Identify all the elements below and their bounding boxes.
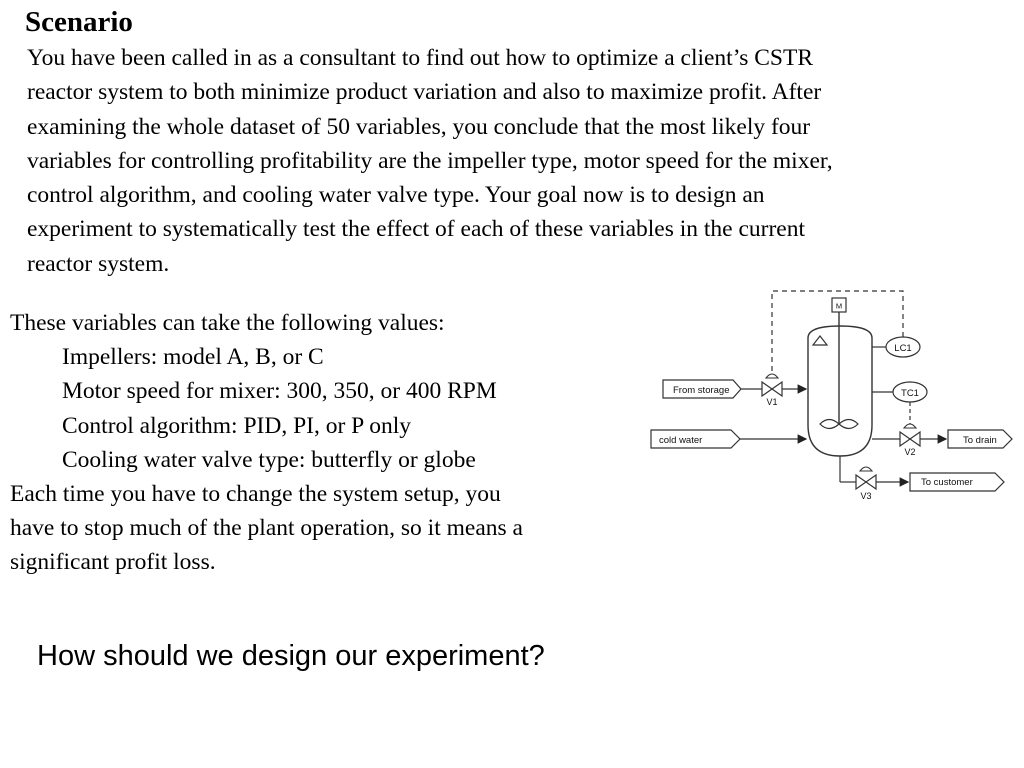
intro-line: You have been called in as a consultant to find out how to optimize a client’s CSTR — [27, 45, 814, 71]
to-drain-label: To drain — [963, 435, 997, 446]
question-text: How should we design our experiment? — [37, 640, 545, 672]
valve-v3-icon — [856, 475, 876, 489]
intro-line: control algorithm, and cooling water valve type. Your goal now is to design an — [27, 182, 765, 209]
note-line: have to stop much of the plant operation, so it means a — [10, 515, 523, 542]
variables-intro: These variables can take the following values: — [10, 310, 445, 336]
variable-item-impellers: Impellers: model A, B, or C — [62, 344, 324, 371]
valve-v3-label: V3 — [860, 491, 872, 501]
intro-line: experiment to systematically test the effect of each of these variables in the current — [27, 216, 806, 243]
intro-line: reactor system to both minimize product variation and also to maximize profit. After — [27, 79, 822, 106]
valve-v2-actuator — [904, 424, 916, 428]
note-line: Each time you have to change the system setup, you — [10, 481, 501, 508]
valve-v1-label: V1 — [766, 397, 778, 407]
from-storage-label: From storage — [673, 385, 730, 396]
cold-water-label: cold water — [659, 435, 703, 446]
slide-title: Scenario — [25, 6, 133, 38]
note-line: significant profit loss. — [10, 549, 216, 576]
variables-section — [10, 306, 650, 580]
scenario-paragraph — [27, 41, 1012, 281]
motor-label: M — [835, 301, 843, 311]
intro-line: examining the whole dataset of 50 variables, you conclude that the most likely four — [27, 113, 811, 140]
valve-v2-label: V2 — [904, 447, 916, 457]
cstr-process-diagram — [640, 284, 1024, 510]
intro-line: variables for controlling profitability are the impeller type, motor speed for the mixer, — [27, 147, 833, 174]
intro-line: reactor system. — [27, 250, 170, 277]
temp-controller-label: TC1 — [901, 388, 919, 399]
variable-item-valve-type: Cooling water valve type: butterfly or globe — [62, 446, 476, 473]
valve-v1-icon — [762, 382, 782, 396]
variable-item-control-algorithm: Control algorithm: PID, PI, or P only — [62, 412, 412, 439]
level-controller-label: LC1 — [894, 343, 912, 354]
variable-item-motor-speed: Motor speed for mixer: 300, 350, or 400 RPM — [62, 378, 497, 405]
valve-v3-actuator — [860, 467, 872, 471]
to-customer-label: To customer — [921, 477, 973, 488]
valve-v2-icon — [900, 432, 920, 446]
valve-v1-actuator — [766, 374, 778, 378]
